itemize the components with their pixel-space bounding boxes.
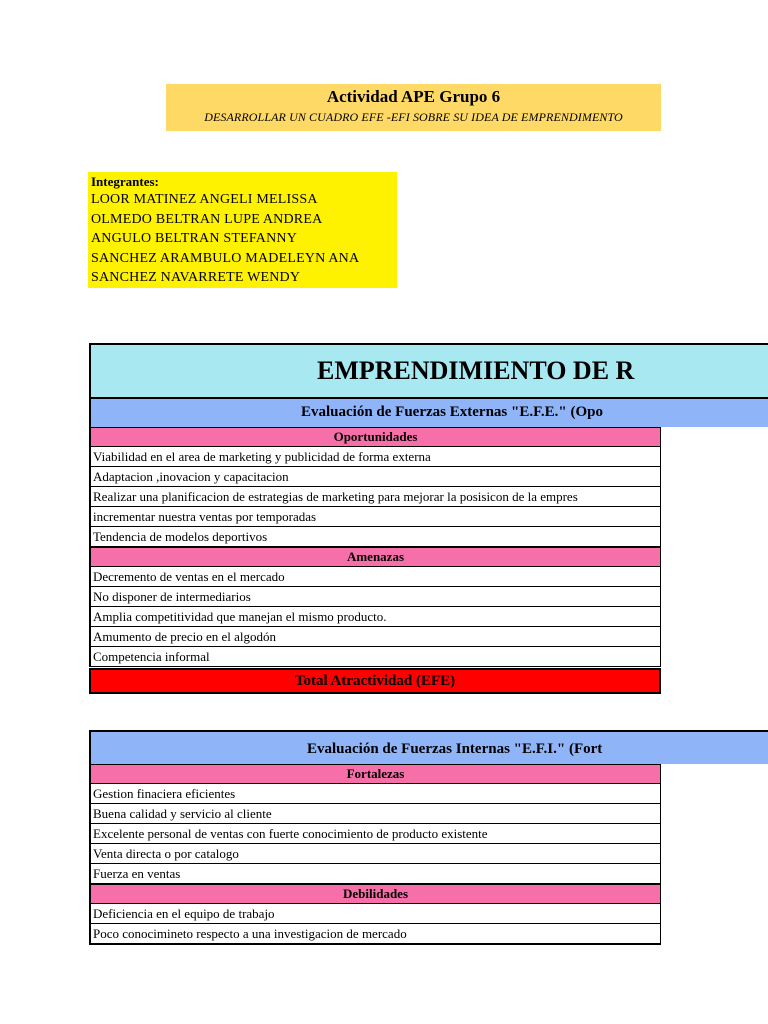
threat-row: Competencia informal [89, 647, 661, 667]
member-name: LOOR MATINEZ ANGELI MELISSA [91, 192, 318, 207]
strength-row: Venta directa o por catalogo [89, 844, 661, 864]
main-title: EMPRENDIMIENTO DE R [89, 343, 768, 399]
strengths-header: Fortalezas [89, 764, 661, 784]
threat-row: Amumento de precio en el algodón [89, 627, 661, 647]
opportunity-row: incrementar nuestra ventas por temporadas [89, 507, 661, 527]
strength-row: Fuerza en ventas [89, 864, 661, 884]
member-name: SANCHEZ NAVARRETE WENDY [91, 270, 301, 285]
opportunities-header: Oportunidades [89, 427, 661, 447]
threat-row: Amplia competitividad que manejan el mismo producto. [89, 607, 661, 627]
efe-total-row: Total Atractividad (EFE) [89, 668, 661, 694]
strength-row: Excelente personal de ventas con fuerte conocimiento de producto existente [89, 824, 661, 844]
member-name: OLMEDO BELTRAN LUPE ANDREA [91, 211, 323, 227]
members-label: Integrantes: [91, 174, 159, 189]
member-name: ANGULO BELTRAN STEFANNY [91, 231, 298, 246]
opportunity-row: Viabilidad en el area de marketing y publicidad de forma externa [89, 447, 661, 467]
member-name: SANCHEZ ARAMBULO MADELEYN ANA [91, 250, 360, 266]
efe-section-header: Evaluación de Fuerzas Externas "E.F.E." (Opo [89, 399, 768, 427]
weakness-row: Poco conocimineto respecto a una investigacion de mercado [89, 924, 661, 945]
strength-row: Buena calidad y servicio al cliente [89, 804, 661, 824]
threats-header: Amenazas [89, 547, 661, 567]
members-box [88, 172, 397, 288]
opportunity-row: Tendencia de modelos deportivos [89, 527, 661, 547]
activity-subtitle: DESARROLLAR UN CUADRO EFE -EFI SOBRE SU IDEA DE EMPRENDIMENTO [204, 110, 623, 124]
efi-section-header: Evaluación de Fuerzas Internas "E.F.I." (Fort [89, 730, 768, 764]
threat-row: No disponer de intermediarios [89, 587, 661, 607]
activity-title: Actividad APE Grupo 6 [326, 87, 501, 106]
opportunity-row: Realizar una planificacion de estrategias de marketing para mejorar la posisicon de la empres [89, 487, 661, 507]
opportunity-row: Adaptacion ,inovacion y capacitacion [89, 467, 661, 487]
weakness-row: Deficiencia en el equipo de trabajo [89, 904, 661, 924]
strength-row: Gestion finaciera eficientes [89, 784, 661, 804]
activity-header [166, 84, 661, 131]
weaknesses-header: Debilidades [89, 884, 661, 904]
threat-row: Decremento de ventas en el mercado [89, 567, 661, 587]
